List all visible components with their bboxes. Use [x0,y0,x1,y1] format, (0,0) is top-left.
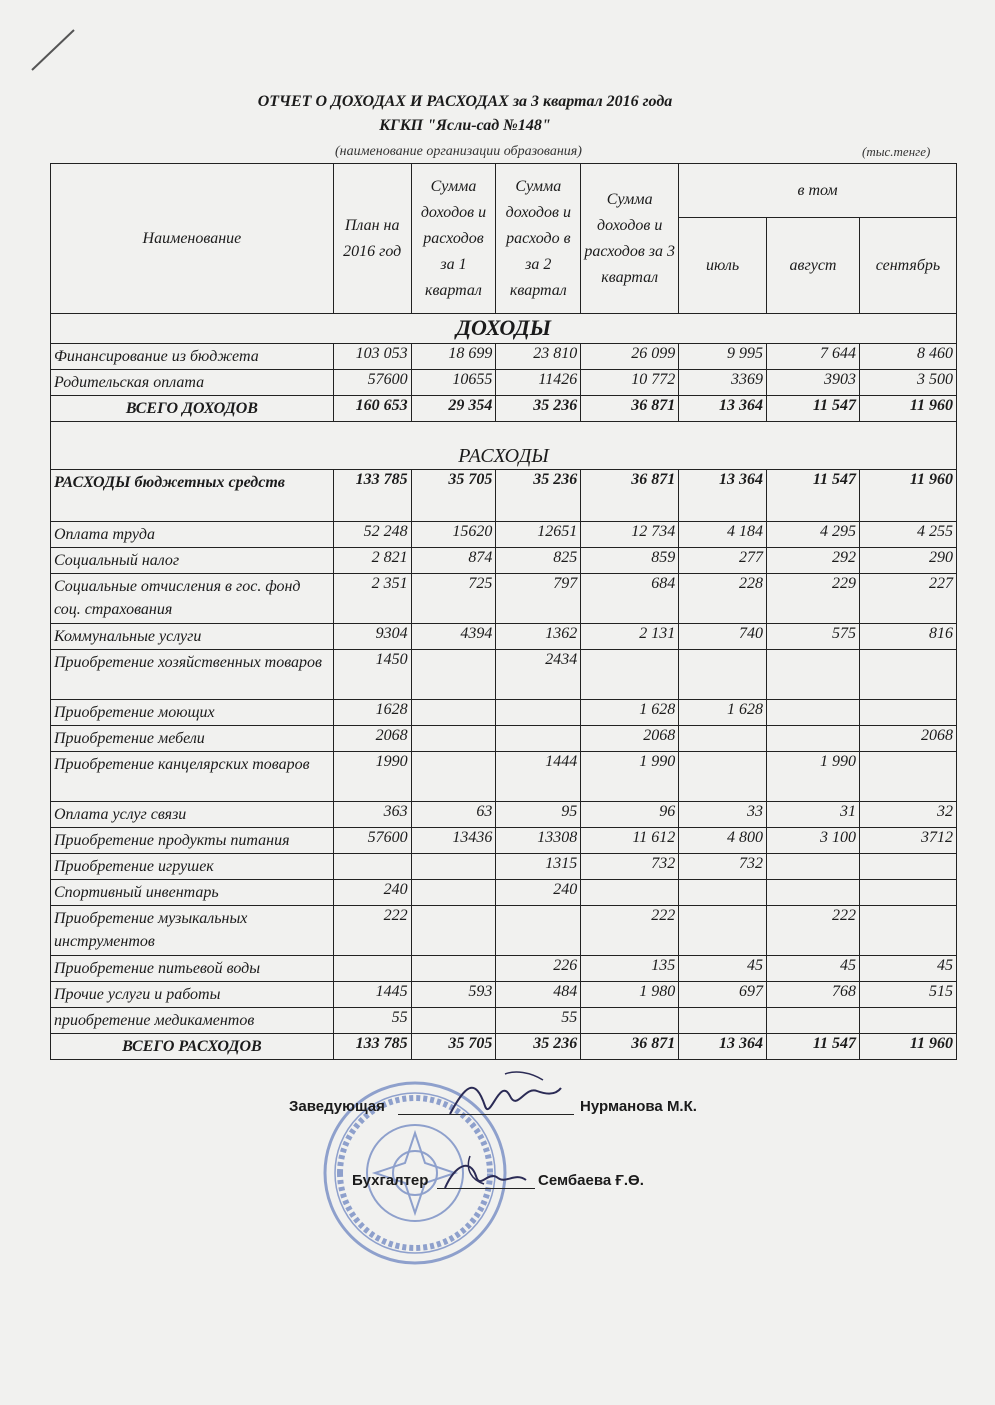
cell-m1: 13 364 [679,396,767,422]
cell-q3: 1 990 [581,752,679,802]
cell-q1: 35 705 [411,1034,496,1060]
row-label: приобретение медикаментов [51,1008,334,1034]
cell-m1: 33 [679,802,767,828]
header-q1: Сумма доходов и расходов за 1 квартал [411,164,496,314]
cell-plan [333,956,411,982]
expense-row [51,522,957,548]
cell-plan: 133 785 [333,470,411,522]
cell-m3 [859,1008,956,1034]
cell-q1: 35 705 [411,470,496,522]
currency-units: (тыс.тенге) [862,144,931,159]
cell-m2 [767,726,860,752]
row-label: Родительская оплата [51,370,334,396]
cell-m1: 13 364 [679,470,767,522]
cell-m3: 515 [859,982,956,1008]
cell-plan: 160 653 [333,396,411,422]
row-label: ВСЕГО РАСХОДОВ [51,1034,334,1060]
section-income-title: ДОХОДЫ [51,314,957,344]
row-label: Приобретение хозяйственных товаров [51,650,334,700]
expense-row [51,956,957,982]
cell-plan: 1990 [333,752,411,802]
cell-m3: 4 255 [859,522,956,548]
cell-m1: 4 184 [679,522,767,548]
cell-q1: 29 354 [411,396,496,422]
accountant-name: Сембаева Ғ.Ө. [538,1172,644,1189]
cell-m3: 8 460 [859,344,956,370]
cell-m2: 11 547 [767,396,860,422]
cell-m1: 228 [679,574,767,624]
cell-m2 [767,854,860,880]
income-total-row [51,396,957,422]
cell-q3: 222 [581,906,679,956]
cell-m2: 11 547 [767,1034,860,1060]
cell-m3: 290 [859,548,956,574]
cell-plan: 1445 [333,982,411,1008]
cell-m1 [679,752,767,802]
row-label: Социальный налог [51,548,334,574]
cell-q3: 36 871 [581,1034,679,1060]
cell-q2: 11426 [496,370,581,396]
row-label: Оплата труда [51,522,334,548]
expense-row [51,650,957,700]
cell-q3: 26 099 [581,344,679,370]
cell-q2: 2434 [496,650,581,700]
cell-m1: 9 995 [679,344,767,370]
cell-m2: 222 [767,906,860,956]
cell-m3: 816 [859,624,956,650]
cell-m1 [679,1008,767,1034]
cell-m3 [859,854,956,880]
cell-q1 [411,880,496,906]
cell-plan: 57600 [333,370,411,396]
cell-q3 [581,650,679,700]
cell-plan: 2068 [333,726,411,752]
header-name: Наименование [51,164,334,314]
cell-q3: 859 [581,548,679,574]
row-label: Приобретение игрушек [51,854,334,880]
row-label: Финансирование из бюджета [51,344,334,370]
cell-plan: 103 053 [333,344,411,370]
cell-m3 [859,650,956,700]
cell-q2: 1362 [496,624,581,650]
expense-row [51,574,957,624]
cell-m3: 2068 [859,726,956,752]
cell-plan: 2 351 [333,574,411,624]
cell-q1: 63 [411,802,496,828]
cell-plan: 9304 [333,624,411,650]
cell-m2: 45 [767,956,860,982]
cell-m2: 31 [767,802,860,828]
cell-m1: 277 [679,548,767,574]
header-august: август [767,218,860,314]
cell-q1 [411,752,496,802]
cell-q3: 36 871 [581,396,679,422]
header-q2: Сумма доходов и расходо в за 2 квартал [496,164,581,314]
cell-q2: 13308 [496,828,581,854]
cell-q2: 484 [496,982,581,1008]
report-table [50,163,957,1060]
head-signature-icon [445,1066,565,1126]
cell-m2: 4 295 [767,522,860,548]
head-label: Заведующая [289,1098,385,1115]
expense-row [51,854,957,880]
cell-q3 [581,1008,679,1034]
cell-q3: 1 980 [581,982,679,1008]
cell-q2: 825 [496,548,581,574]
cell-m3 [859,700,956,726]
cell-m1: 13 364 [679,1034,767,1060]
head-name: Нурманова М.К. [580,1098,697,1115]
cell-q2: 23 810 [496,344,581,370]
row-label: Социальные отчисления в гос. фонд соц. страхования [51,574,334,624]
row-label: Приобретение питьевой воды [51,956,334,982]
cell-q2: 226 [496,956,581,982]
cell-m1: 697 [679,982,767,1008]
cell-q2: 35 236 [496,396,581,422]
cell-q1: 18 699 [411,344,496,370]
cell-m3: 11 960 [859,470,956,522]
cell-m1 [679,726,767,752]
expense-total-row [51,1034,957,1060]
cell-q1 [411,906,496,956]
cell-plan: 55 [333,1008,411,1034]
expense-row [51,802,957,828]
cell-q1: 593 [411,982,496,1008]
cell-q3: 11 612 [581,828,679,854]
cell-q3: 12 734 [581,522,679,548]
cell-q2 [496,726,581,752]
cell-plan: 1450 [333,650,411,700]
expense-row [51,828,957,854]
cell-plan: 2 821 [333,548,411,574]
cell-m1: 45 [679,956,767,982]
cell-plan: 222 [333,906,411,956]
cell-q3: 135 [581,956,679,982]
cell-m1 [679,650,767,700]
cell-m1: 1 628 [679,700,767,726]
cell-m2 [767,650,860,700]
cell-m3: 3 500 [859,370,956,396]
cell-plan: 1628 [333,700,411,726]
organization-name: КГКП "Ясли-сад №148" [379,117,551,134]
report-title: ОТЧЕТ О ДОХОДАХ И РАСХОДАХ за 3 квартал 2016 года [257,93,673,110]
expense-row [51,624,957,650]
row-label: Коммунальные услуги [51,624,334,650]
header-september: сентябрь [859,218,956,314]
cell-m3: 32 [859,802,956,828]
row-label: Спортивный инвентарь [51,880,334,906]
section-expense-title: РАСХОДЫ [51,422,957,470]
row-label: РАСХОДЫ бюджетных средств [51,470,334,522]
header-q3: Сумма доходов и расходов за 3 квартал [581,164,679,314]
cell-m2: 768 [767,982,860,1008]
pen-stroke-mark [28,26,80,74]
cell-q1 [411,1008,496,1034]
row-label: Приобретение моющих [51,700,334,726]
cell-m3: 11 960 [859,1034,956,1060]
cell-m1 [679,880,767,906]
expense-row [51,700,957,726]
cell-m2 [767,700,860,726]
cell-m2 [767,1008,860,1034]
expense-row [51,752,957,802]
cell-q2: 12651 [496,522,581,548]
cell-q1: 4394 [411,624,496,650]
row-label: Оплата услуг связи [51,802,334,828]
cell-m3: 45 [859,956,956,982]
cell-plan: 363 [333,802,411,828]
cell-q2: 35 236 [496,1034,581,1060]
cell-q3: 10 772 [581,370,679,396]
cell-q2: 1315 [496,854,581,880]
cell-m2: 3903 [767,370,860,396]
cell-m1: 732 [679,854,767,880]
cell-q2: 240 [496,880,581,906]
expense-row [51,880,957,906]
section-expense-row [51,422,957,470]
accountant-label: Бухгалтер [352,1172,429,1189]
cell-m1: 4 800 [679,828,767,854]
report-body [51,314,957,1060]
expense-row [51,1008,957,1034]
cell-q3: 684 [581,574,679,624]
cell-q1 [411,956,496,982]
cell-q1 [411,726,496,752]
cell-q3: 2 131 [581,624,679,650]
expense-budget-row [51,470,957,522]
organization-caption: (наименование организации образования) [335,144,582,159]
cell-q1: 15620 [411,522,496,548]
income-row [51,344,957,370]
cell-q3: 1 628 [581,700,679,726]
cell-q2: 797 [496,574,581,624]
cell-m1: 3369 [679,370,767,396]
cell-m2: 7 644 [767,344,860,370]
cell-plan: 57600 [333,828,411,854]
cell-m2: 1 990 [767,752,860,802]
expense-row [51,906,957,956]
cell-m3: 227 [859,574,956,624]
cell-plan: 240 [333,880,411,906]
cell-q2: 35 236 [496,470,581,522]
cell-q1 [411,650,496,700]
cell-m3 [859,906,956,956]
income-row [51,370,957,396]
row-label: Прочие услуги и работы [51,982,334,1008]
row-label: Приобретение мебели [51,726,334,752]
cell-q2: 95 [496,802,581,828]
cell-q1 [411,700,496,726]
cell-m3: 11 960 [859,396,956,422]
expense-row [51,548,957,574]
cell-q1: 13436 [411,828,496,854]
cell-q3: 732 [581,854,679,880]
accountant-signature-icon [440,1150,530,1200]
expense-row [51,982,957,1008]
cell-m3 [859,880,956,906]
header-plan: План на 2016 год [333,164,411,314]
cell-m2: 575 [767,624,860,650]
cell-m1: 740 [679,624,767,650]
cell-q2: 55 [496,1008,581,1034]
cell-plan [333,854,411,880]
row-label: Приобретение продукты питания [51,828,334,854]
cell-q3: 36 871 [581,470,679,522]
row-label: Приобретение канцелярских товаров [51,752,334,802]
cell-m2 [767,880,860,906]
header-july: июль [679,218,767,314]
cell-q1: 874 [411,548,496,574]
cell-m3: 3712 [859,828,956,854]
header-months-group: в том [679,164,957,218]
cell-q1: 725 [411,574,496,624]
cell-q1: 10655 [411,370,496,396]
cell-q3: 2068 [581,726,679,752]
cell-m1 [679,906,767,956]
cell-m2: 292 [767,548,860,574]
cell-m2: 11 547 [767,470,860,522]
cell-q3 [581,880,679,906]
cell-q1 [411,854,496,880]
cell-q3: 96 [581,802,679,828]
row-label: ВСЕГО ДОХОДОВ [51,396,334,422]
cell-m3 [859,752,956,802]
row-label: Приобретение музыкальных инструментов [51,906,334,956]
cell-m2: 229 [767,574,860,624]
cell-q2 [496,906,581,956]
cell-q2: 1444 [496,752,581,802]
cell-q2 [496,700,581,726]
cell-plan: 52 248 [333,522,411,548]
cell-plan: 133 785 [333,1034,411,1060]
cell-m2: 3 100 [767,828,860,854]
expense-row [51,726,957,752]
